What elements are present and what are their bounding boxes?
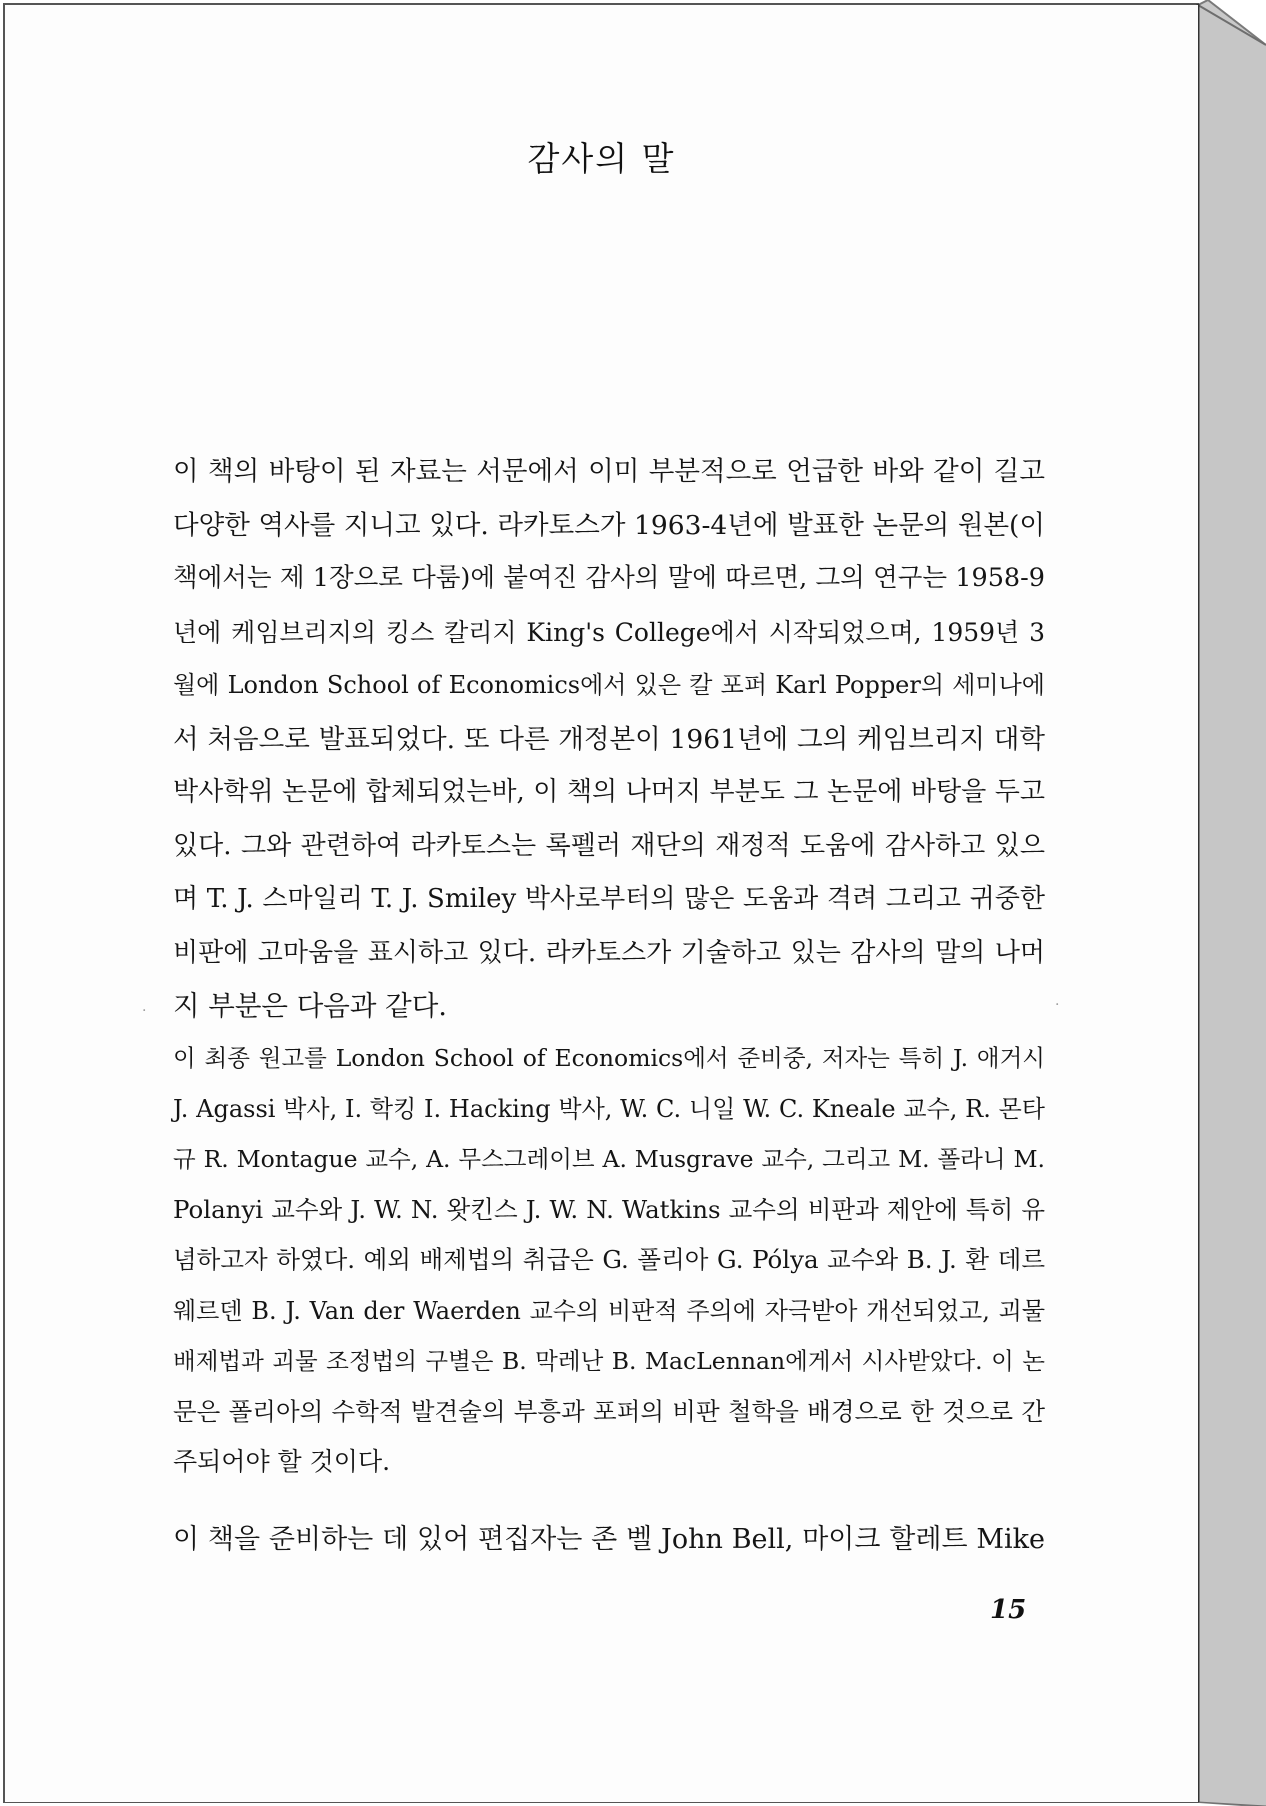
text-line: 이 최종 원고를 London School of Economics에서 준비중, 저자는 특히 J. 애거시 (173, 1044, 1045, 1072)
text-line: 책에서는 제 1장으로 다룸)에 붙여진 감사의 말에 따르면, 그의 연구는 1958-9 (173, 563, 1045, 593)
text-line: 문은 폴리아의 수학적 발견술의 부흥과 포퍼의 비판 철학을 배경으로 한 것으로 간 (173, 1396, 1045, 1426)
text-line: 월에 London School of Economics에서 있은 칼 포퍼 Karl Popper의 세미나에 (173, 671, 1045, 699)
paragraph-quoted-acknowledgement (173, 1033, 1045, 1488)
text-line: 다양한 역사를 지니고 있다. 라카토스가 1963-4년에 발표한 논문의 원본(이 (173, 509, 1045, 541)
text-line: 지 부분은 다음과 같다. (173, 990, 448, 1022)
text-line: J. Agassi 박사, I. 학킹 I. Hacking 박사, W. C. 니일 W. C. Kneale 교수, R. 몬타 (173, 1094, 1045, 1123)
text-line: 념하고자 하였다. 예외 배제법의 취급은 G. 폴리아 G. Pólya 교수와 B. J. 환 데르 (173, 1245, 1045, 1274)
text-line: 비판에 고마움을 표시하고 있다. 라카토스가 기술하고 있는 감사의 말의 나머 (173, 937, 1045, 968)
paragraph-editor-note (173, 1513, 1045, 1567)
paragraph-intro (173, 445, 1045, 1034)
text-line: 웨르덴 B. J. Van der Waerden 교수의 비판적 주의에 자극받아 개선되었고, 괴물 (173, 1296, 1045, 1325)
text-line: 주되어야 할 것이다. (173, 1447, 391, 1476)
book-page (5, 5, 1198, 1802)
page-title: 감사의 말 (527, 139, 676, 178)
text-line: 이 책의 바탕이 된 자료는 서문에서 이미 부분적으로 언급한 바와 같이 길고 (173, 456, 1045, 487)
text-line: 있다. 그와 관련하여 라카토스는 록펠러 재단의 재정적 도움에 감사하고 있으 (173, 830, 1045, 861)
text-line: Polanyi 교수와 J. W. N. 왓킨스 J. W. N. Watkins 교수의 비판과 제안에 특히 유 (173, 1194, 1045, 1224)
page-number: 15 (990, 1595, 1027, 1625)
text-line: 며 T. J. 스마일리 T. J. Smiley 박사로부터의 많은 도움과 격려 그리고 귀중한 (173, 884, 1045, 914)
text-line: 박사학위 논문에 합체되었는바, 이 책의 나머지 부분도 그 논문에 바탕을 두고 (173, 777, 1045, 807)
text-line: 서 처음으로 발표되었다. 또 다른 개정본이 1961년에 그의 케임브리지 대학 (173, 723, 1045, 755)
text-line: 배제법과 괴물 조정법의 구별은 B. 막레난 B. MacLennan에게서 시사받았다. 이 논 (173, 1347, 1045, 1375)
text-line: 년에 케임브리지의 킹스 칼리지 King's College에서 시작되었으며, 1959년 3 (173, 617, 1045, 647)
scan-mark: · (142, 1003, 147, 1019)
text-line: 규 R. Montague 교수, A. 무스그레이브 A. Musgrave 교수, 그리고 M. 폴라니 M. (173, 1145, 1045, 1173)
text-line: 이 책을 준비하는 데 있어 편집자는 존 벨 John Bell, 마이크 할레트 Mike (173, 1524, 1045, 1555)
scan-mark: · (1055, 997, 1060, 1013)
